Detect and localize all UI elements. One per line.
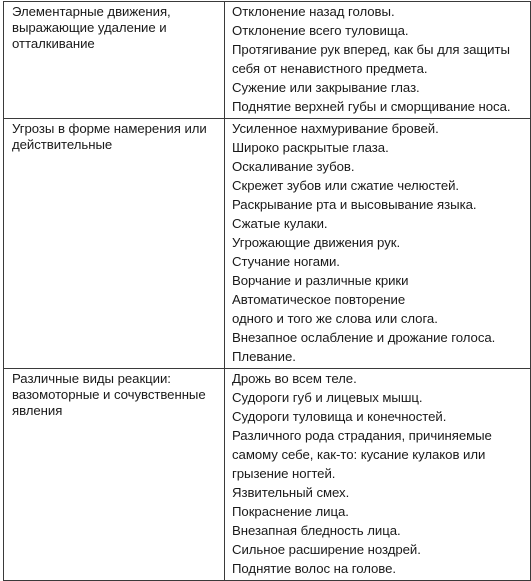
manifestation-line: Сильное расширение ноздрей. bbox=[232, 542, 421, 557]
manifestation-line: Плевание. bbox=[232, 349, 296, 364]
manifestation-line: Отклонение назад головы. bbox=[232, 4, 395, 19]
manifestation-line: грызение ногтей. bbox=[232, 466, 336, 481]
table-cell-manifestations bbox=[225, 119, 531, 369]
category-text-line: действительные bbox=[12, 137, 113, 152]
emotion-expression-table bbox=[3, 1, 531, 581]
table-cell-category bbox=[4, 119, 225, 369]
manifestation-line: Скрежет зубов или сжатие челюстей. bbox=[232, 178, 460, 193]
manifestation-line: Автоматическое повторение bbox=[232, 292, 406, 307]
manifestation-line: Покраснение лица. bbox=[232, 504, 349, 519]
manifestation-line: Сужение или закрывание глаз. bbox=[232, 80, 420, 95]
table-cell-manifestations bbox=[225, 2, 531, 119]
manifestation-line: Оскаливание зубов. bbox=[232, 159, 355, 174]
table-row bbox=[4, 119, 531, 369]
table-cell-manifestations bbox=[225, 369, 531, 581]
manifestation-line: Широко раскрытые глаза. bbox=[232, 140, 389, 155]
manifestation-line: одного и того же слова или слога. bbox=[232, 311, 438, 326]
manifestation-line: Ворчание и различные крики bbox=[232, 273, 409, 288]
category-text-line: явления bbox=[12, 403, 63, 418]
manifestation-line: Протягивание рук вперед, как бы для защиты bbox=[232, 42, 510, 57]
manifestation-line: Различного рода страдания, причиняемые bbox=[232, 428, 492, 443]
manifestation-line: Угрожающие движения рук. bbox=[232, 235, 401, 250]
manifestation-line: Язвительный смех. bbox=[232, 485, 350, 500]
manifestation-line: Судороги губ и лицевых мышц. bbox=[232, 390, 423, 405]
manifestation-line: Дрожь во всем теле. bbox=[232, 371, 357, 386]
category-text-line: Угрозы в форме намерения или bbox=[12, 121, 207, 136]
table-row bbox=[4, 369, 531, 581]
manifestation-line: Поднятие волос на голове. bbox=[232, 561, 397, 576]
category-text-line: выражающие удаление и bbox=[12, 20, 167, 35]
manifestation-line: Отклонение всего туловища. bbox=[232, 23, 409, 38]
manifestation-line: Поднятие верхней губы и сморщивание носа. bbox=[232, 99, 511, 114]
manifestation-line: Судороги туловища и конечностей. bbox=[232, 409, 447, 424]
category-text-line: Различные виды реакции: bbox=[12, 371, 171, 386]
table-row bbox=[4, 2, 531, 119]
manifestation-line: Сжатые кулаки. bbox=[232, 216, 328, 231]
category-text-line: вазомоторные и сочувственные bbox=[12, 387, 206, 402]
category-text-line: Элементарные движения, bbox=[12, 4, 171, 19]
table-cell-category bbox=[4, 369, 225, 581]
manifestation-line: Усиленное нахмуривание бровей. bbox=[232, 121, 439, 136]
manifestation-line: Раскрывание рта и высовывание языка. bbox=[232, 197, 477, 212]
manifestation-line: самому себе, как-то: кусание кулаков или bbox=[232, 447, 486, 462]
manifestation-line: себя от ненавистного предмета. bbox=[232, 61, 428, 76]
category-text-line: отталкивание bbox=[12, 36, 95, 51]
manifestation-line: Внезапная бледность лица. bbox=[232, 523, 401, 538]
manifestation-line: Стучание ногами. bbox=[232, 254, 340, 269]
table-cell-category bbox=[4, 2, 225, 119]
manifestation-line: Внезапное ослабление и дрожание голоса. bbox=[232, 330, 496, 345]
